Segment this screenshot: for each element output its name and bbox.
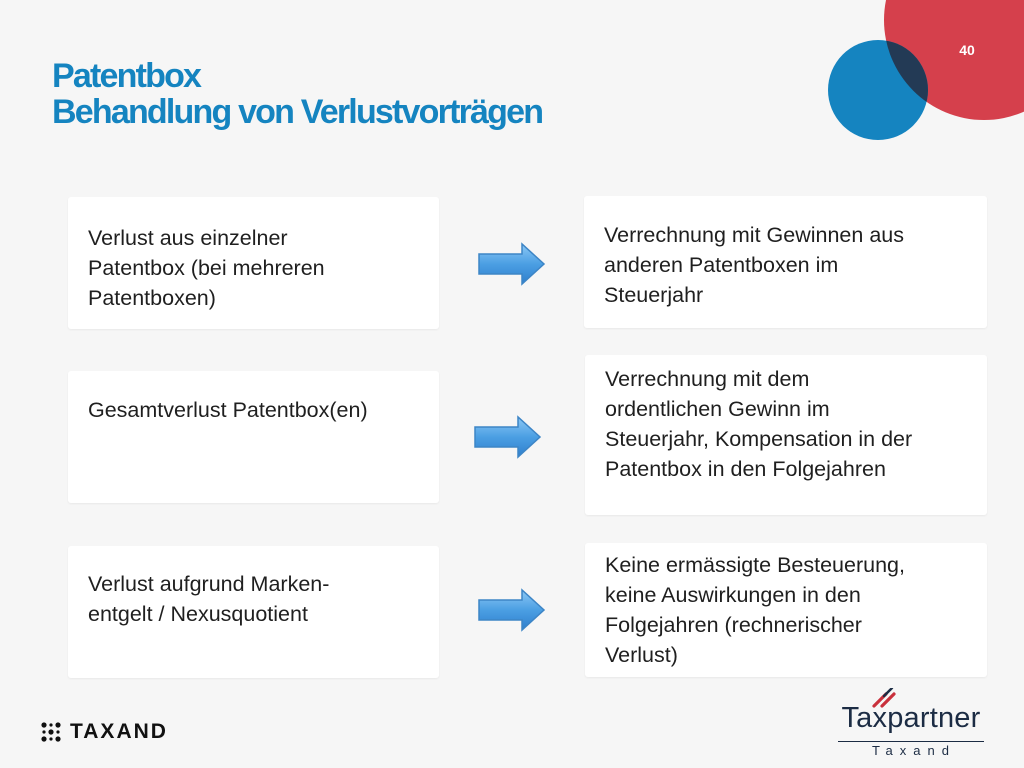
page-number: 40 — [959, 42, 975, 58]
taxpartner-subtitle: Taxand — [872, 743, 956, 758]
result-box-3-text: Keine ermässigte Besteuerung, keine Auswirkungen in den Folgejahren (rechnerischer Verlust) — [605, 553, 905, 667]
loss-box-1-text: Verlust aus einzelner Patentbox (bei mehreren Patentboxen) — [88, 226, 325, 310]
result-box-2-text: Verrechnung mit dem ordentlichen Gewinn im Steuerjahr, Kompensation in der Patentbox in den Folgejahren — [605, 367, 913, 481]
taxpartner-wordmark: Taxpartner — [841, 702, 981, 734]
result-box-3 — [585, 543, 987, 677]
title-line-2: Behandlung von Verlustvorträgen — [52, 93, 543, 131]
result-box-1-text: Verrechnung mit Gewinnen aus anderen Patentboxen im Steuerjahr — [604, 223, 904, 307]
arrow-right-icon — [476, 242, 546, 286]
result-box-2 — [585, 355, 987, 515]
title-line-1: Patentbox — [52, 57, 201, 95]
loss-box-3 — [68, 546, 439, 678]
taxpartner-divider — [838, 741, 984, 742]
circle-overlap-shape — [884, 40, 928, 120]
loss-box-2-text: Gesamtverlust Patentbox(en) — [88, 398, 368, 422]
taxpartner-logo — [836, 688, 986, 758]
loss-box-2 — [68, 371, 439, 503]
loss-box-3-text: Verlust aufgrund Marken- entgelt / Nexusquotient — [88, 572, 330, 626]
decorative-blue-circle — [828, 40, 928, 140]
slide-title — [52, 58, 542, 130]
arrow-right-icon — [472, 415, 542, 459]
taxand-logo — [40, 718, 168, 746]
loss-box-1 — [68, 197, 439, 329]
taxand-wordmark: TAXAND — [70, 720, 168, 743]
result-box-1 — [584, 196, 987, 328]
arrow-right-icon — [476, 588, 546, 632]
taxand-mark-icon — [40, 721, 62, 743]
